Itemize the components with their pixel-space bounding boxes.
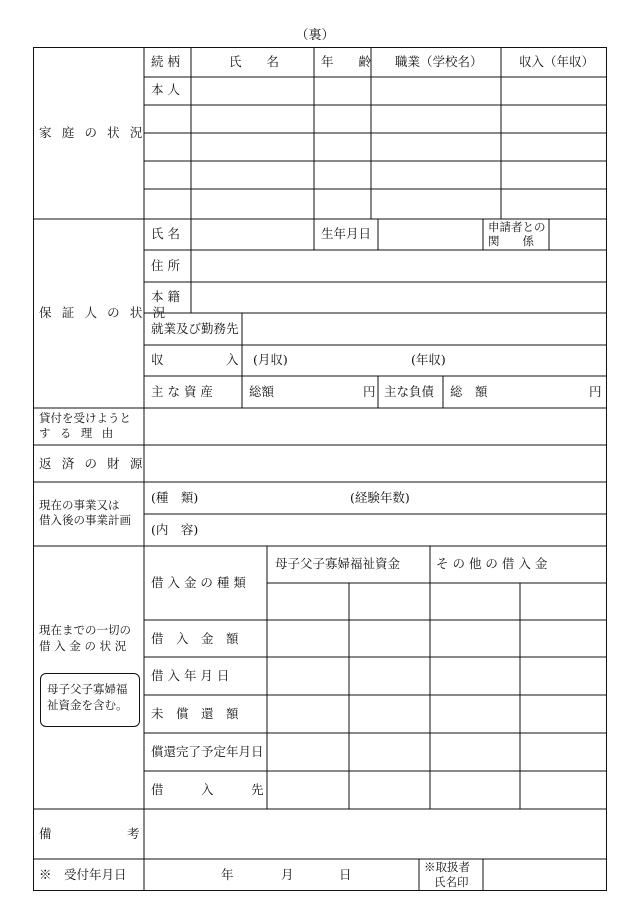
header-age: 年 齢 bbox=[321, 54, 372, 69]
page-title: （裏） bbox=[295, 28, 335, 43]
reception-month-label: 月 bbox=[281, 867, 294, 882]
loans-label-1: 現在までの一切の bbox=[39, 623, 131, 637]
guarantor-assets-label: 主 な 資 産 bbox=[151, 384, 213, 399]
guarantor-section-label: 保 証 人 の 状 況 bbox=[39, 305, 169, 320]
guarantor-domicile-label: 本 籍 bbox=[151, 289, 180, 304]
business-content-label: (内 容) bbox=[151, 522, 199, 537]
loan-reason-label-2: す る 理 由 bbox=[39, 426, 117, 440]
header-relation: 続 柄 bbox=[151, 54, 180, 69]
business-type-label: (種 類) bbox=[151, 490, 199, 505]
row-lender: 借 入 先 bbox=[151, 782, 264, 797]
loans-note-2: 祉資金を含む。 bbox=[47, 698, 128, 712]
guarantor-dob-label: 生年月日 bbox=[321, 226, 372, 241]
debt-yen-label: 円 bbox=[589, 384, 602, 399]
header-name: 氏 名 bbox=[229, 54, 280, 69]
application-form-back bbox=[33, 47, 607, 891]
loans-note-1: 母子父子寡婦福 bbox=[47, 682, 128, 696]
header-income: 収入（年収） bbox=[519, 54, 595, 69]
guarantor-relation-label-1: 申請者との bbox=[488, 220, 546, 234]
debt-total-label: 総 額 bbox=[450, 384, 488, 399]
header-occupation: 職業（学校名） bbox=[395, 54, 483, 69]
repayment-source-label: 返 済 の 財 源 bbox=[39, 456, 146, 471]
guarantor-income-label-right: 入 bbox=[226, 352, 239, 367]
row-outstanding: 未 償 還 額 bbox=[151, 706, 239, 721]
remarks-label-right: 考 bbox=[127, 826, 140, 841]
loan-type-header: 借 入 金 の 種 類 bbox=[151, 575, 246, 590]
business-years-label: (経験年数) bbox=[350, 490, 410, 505]
row-completion-date: 償還完了予定年月日 bbox=[151, 744, 264, 759]
reception-year-label: 年 bbox=[221, 867, 234, 882]
guarantor-income-label-left: 収 bbox=[151, 352, 164, 367]
guarantor-debt-label: 主な負債 bbox=[384, 384, 435, 399]
remarks-label-left: 備 bbox=[39, 826, 52, 841]
assets-yen-label: 円 bbox=[363, 384, 376, 399]
column-other-header: そ の 他 の 借 入 金 bbox=[436, 556, 548, 571]
handler-label-1: ※取扱者 bbox=[424, 860, 470, 874]
guarantor-address-label: 住 所 bbox=[151, 258, 180, 273]
guarantor-monthly-label: (月収) bbox=[253, 352, 288, 367]
handler-label-2: 氏名印 bbox=[434, 875, 469, 889]
reception-date-label: ※ 受付年月日 bbox=[39, 867, 127, 882]
row-loan-date: 借 入 年 月 日 bbox=[151, 668, 230, 683]
row-loan-amount: 借 入 金 額 bbox=[151, 631, 239, 646]
family-self-relation: 本 人 bbox=[151, 82, 180, 97]
family-section-label: 家 庭 の 状 況 bbox=[39, 125, 146, 140]
column-fund-header: 母子父子寡婦福祉資金 bbox=[275, 556, 401, 571]
loans-label-2: 借 入 金 の 状 況 bbox=[39, 639, 127, 653]
business-label-2: 借入後の事業計画 bbox=[39, 513, 131, 527]
loan-reason-label-1: 貸付を受けようと bbox=[39, 411, 131, 425]
assets-total-label: 総額 bbox=[249, 384, 275, 399]
business-label-1: 現在の事業又は bbox=[39, 498, 120, 512]
guarantor-employment-label: 就業及び勤務先 bbox=[151, 321, 239, 336]
guarantor-name-label: 氏 名 bbox=[151, 226, 180, 241]
reception-day-label: 日 bbox=[339, 867, 352, 882]
guarantor-relation-label-2: 関 係 bbox=[488, 234, 534, 248]
guarantor-annual-label: (年収) bbox=[411, 352, 446, 367]
